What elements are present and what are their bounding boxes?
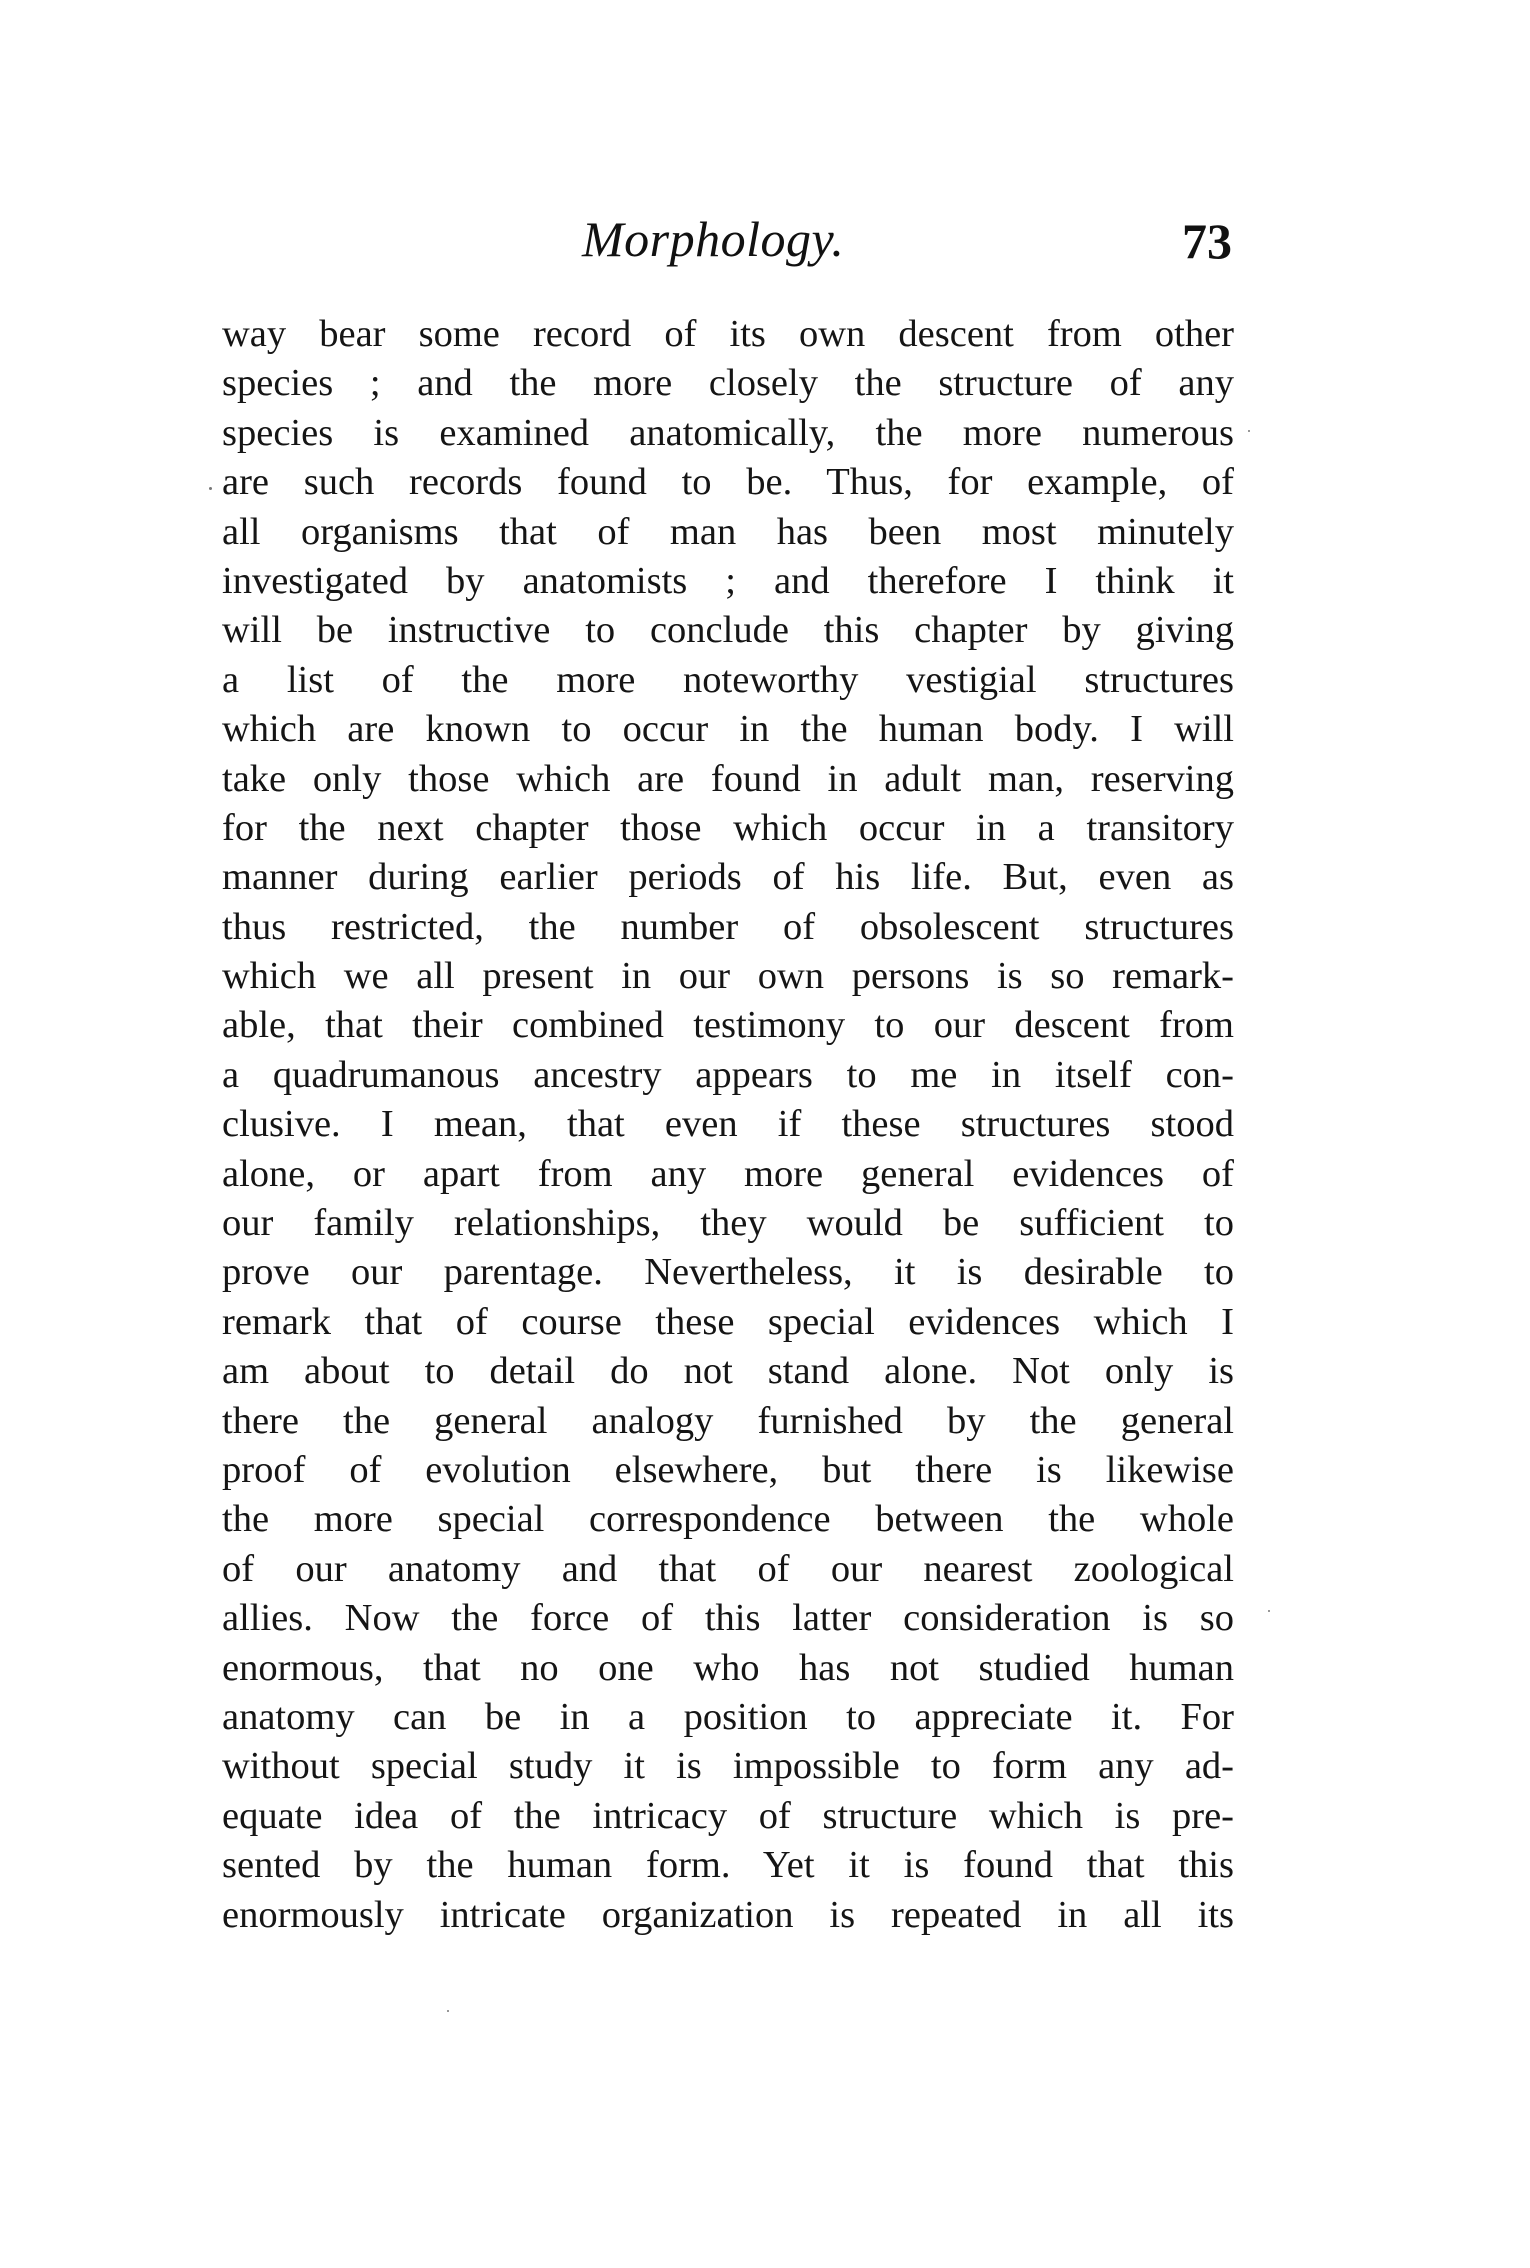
page-number: 73 — [1182, 213, 1232, 269]
text-line: way bear some record of its own descent from other — [222, 313, 1234, 355]
text-line: species ; and the more closely the structure of any — [222, 362, 1234, 405]
text-line: a list of the more noteworthy vestigial structures — [222, 658, 1234, 701]
text-line: sented by the human form. Yet it is found that this — [222, 1844, 1234, 1887]
text-line: which we all present in our own persons is so remark- — [222, 955, 1234, 998]
running-head-title: Morphology. — [582, 211, 845, 267]
text-line: the more special correspondence between the whole — [222, 1498, 1234, 1541]
scan-speck — [1248, 430, 1250, 432]
text-line: are such records found to be. Thus, for example, of — [222, 461, 1234, 504]
text-line: there the general analogy furnished by the general — [222, 1399, 1234, 1442]
text-line: manner during earlier periods of his life. But, even as — [222, 856, 1234, 899]
text-line: remark that of course these special evidences which I — [222, 1300, 1234, 1343]
text-line: of our anatomy and that of our nearest zoological — [222, 1547, 1234, 1590]
text-line: all organisms that of man has been most minutely — [222, 510, 1234, 553]
text-line: alone, or apart from any more general evidences of — [222, 1152, 1234, 1195]
text-line: allies. Now the force of this latter consideration is so — [222, 1597, 1234, 1640]
text-line: am about to detail do not stand alone. Not only is — [222, 1350, 1234, 1393]
text-line: able, that their combined testimony to our descent from — [222, 1004, 1234, 1047]
text-line: without special study it is impossible to form any ad- — [222, 1745, 1234, 1788]
text-line: our family relationships, they would be sufficient to — [222, 1202, 1234, 1245]
scan-speck — [447, 2010, 449, 2012]
text-line: prove our parentage. Nevertheless, it is desirable to — [222, 1251, 1234, 1294]
text-line: which are known to occur in the human body. I will — [222, 708, 1234, 751]
body-text — [222, 310, 1234, 1940]
text-line: take only those which are found in adult man, reserving — [222, 757, 1234, 800]
text-line: species is examined anatomically, the more numerous — [222, 411, 1234, 454]
scan-speck — [1268, 1610, 1270, 1612]
text-line: investigated by anatomists ; and therefore I think it — [222, 559, 1234, 602]
text-line: enormous, that no one who has not studied human — [222, 1646, 1234, 1689]
running-head — [222, 210, 1232, 280]
text-line: equate idea of the intricacy of structure which is pre- — [222, 1794, 1234, 1837]
scan-speck — [209, 487, 212, 490]
text-line: will be instructive to conclude this chapter by giving — [222, 609, 1234, 652]
text-line: enormously intricate organization is repeated in all its — [222, 1893, 1234, 1936]
text-line: for the next chapter those which occur in a transitory — [222, 806, 1234, 849]
text-line: thus restricted, the number of obsolescent structures — [222, 905, 1234, 948]
text-line: a quadrumanous ancestry appears to me in itself con- — [222, 1053, 1234, 1096]
text-line: clusive. I mean, that even if these structures stood — [222, 1103, 1234, 1146]
text-line: anatomy can be in a position to appreciate it. For — [222, 1695, 1234, 1738]
text-line: proof of evolution elsewhere, but there is likewise — [222, 1448, 1234, 1491]
